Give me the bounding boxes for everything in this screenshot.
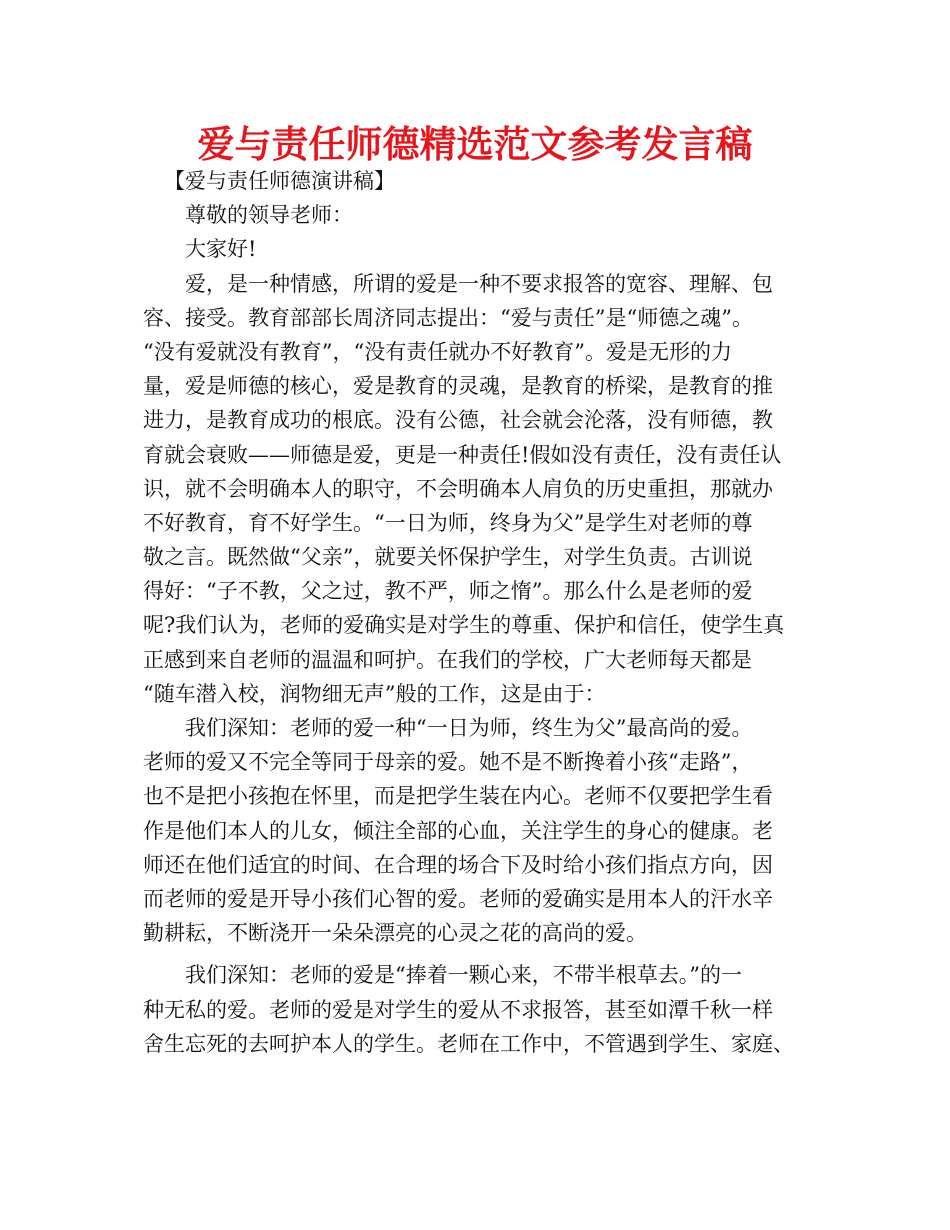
paragraph-line: 量，爱是师德的核心，爱是教育的灵魂，是教育的桥梁，是教育的推 [143, 374, 773, 399]
paragraph-line: 敬之言。既然做“父亲”，就要关怀保护学生，对学生负责。古训说 [143, 545, 753, 570]
paragraph-line: 呢?我们认为，老师的爱确实是对学生的尊重、保护和信任，使学生真 [143, 613, 785, 638]
paragraph-line: 爱，是一种情感，所谓的爱是一种不要求报答的宽容、理解、包 [185, 271, 773, 296]
paragraph-line: 舍生忘死的去呵护本人的学生。老师在工作中，不管遇到学生、家庭、 [143, 1031, 794, 1056]
paragraph-line: 我们深知：老师的爱一种“一日为师，终生为父”最高尚的爱。 [185, 716, 753, 740]
subtitle-line: 【爱与责任师德演讲稿】 [164, 169, 395, 193]
paragraph-line: 师还在他们适宜的时间、在合理的场合下及时给小孩们指点方向，因 [143, 852, 773, 877]
paragraph-line: 作是他们本人的儿女，倾注全部的心血，关注学生的身心的健康。老 [143, 818, 773, 843]
paragraph-line: 不好教育，育不好学生。“一日为师，终身为父”是学生对老师的尊 [143, 510, 753, 535]
paragraph-line: 而老师的爱是开导小孩们心智的爱。老师的爱确实是用本人的汗水辛 [143, 886, 773, 911]
salutation-line: 尊敬的领导老师： [185, 203, 353, 228]
paragraph-line: 得好：“子不教，父之过，教不严，师之惰”。那么什么是老师的爱 [143, 579, 753, 604]
paragraph-line: 种无私的爱。老师的爱是对学生的爱从不求报答，甚至如潭千秋一样 [143, 997, 773, 1022]
paragraph-line: 识，就不会明确本人的职守，不会明确本人肩负的历史重担，那就办 [143, 476, 773, 501]
paragraph-line: 育就会衰败——师德是爱，更是一种责任!假如没有责任，没有责任认 [143, 442, 782, 467]
paragraph-line: 正感到来自老师的温温和呵护。在我们的学校，广大老师每天都是 [143, 647, 752, 672]
paragraph-line: 老师的爱又不完全等同于母亲的爱。她不是不断搀着小孩“走路”， [143, 750, 753, 775]
paragraph-line: 进力，是教育成功的根底。没有公德，社会就会沦落，没有师德，教 [143, 408, 773, 433]
paragraph-line: 勤耕耘，不断浇开一朵朵漂亮的心灵之花的高尚的爱。 [143, 921, 647, 946]
paragraph-line: 我们深知：老师的爱是“捧着一颗心来，不带半根草去。”的一 [185, 963, 742, 988]
paragraph-line: “随车潜入校，润物细无声”般的工作，这是由于： [143, 681, 606, 706]
greeting-line: 大家好! [185, 237, 257, 262]
paragraph-line: 容、接受。教育部部长周济同志提出：“爱与责任”是“师德之魂”。 [143, 305, 753, 330]
paragraph-line: 也不是把小孩抱在怀里，而是把学生装在内心。老师不仅要把学生看 [143, 784, 773, 809]
document-body [143, 164, 823, 1061]
paragraph-line: “没有爱就没有教育”，“没有责任就办不好教育”。爱是无形的力 [143, 339, 732, 364]
document-title: 爱与责任师德精选范文参考发言稿 [197, 123, 753, 166]
